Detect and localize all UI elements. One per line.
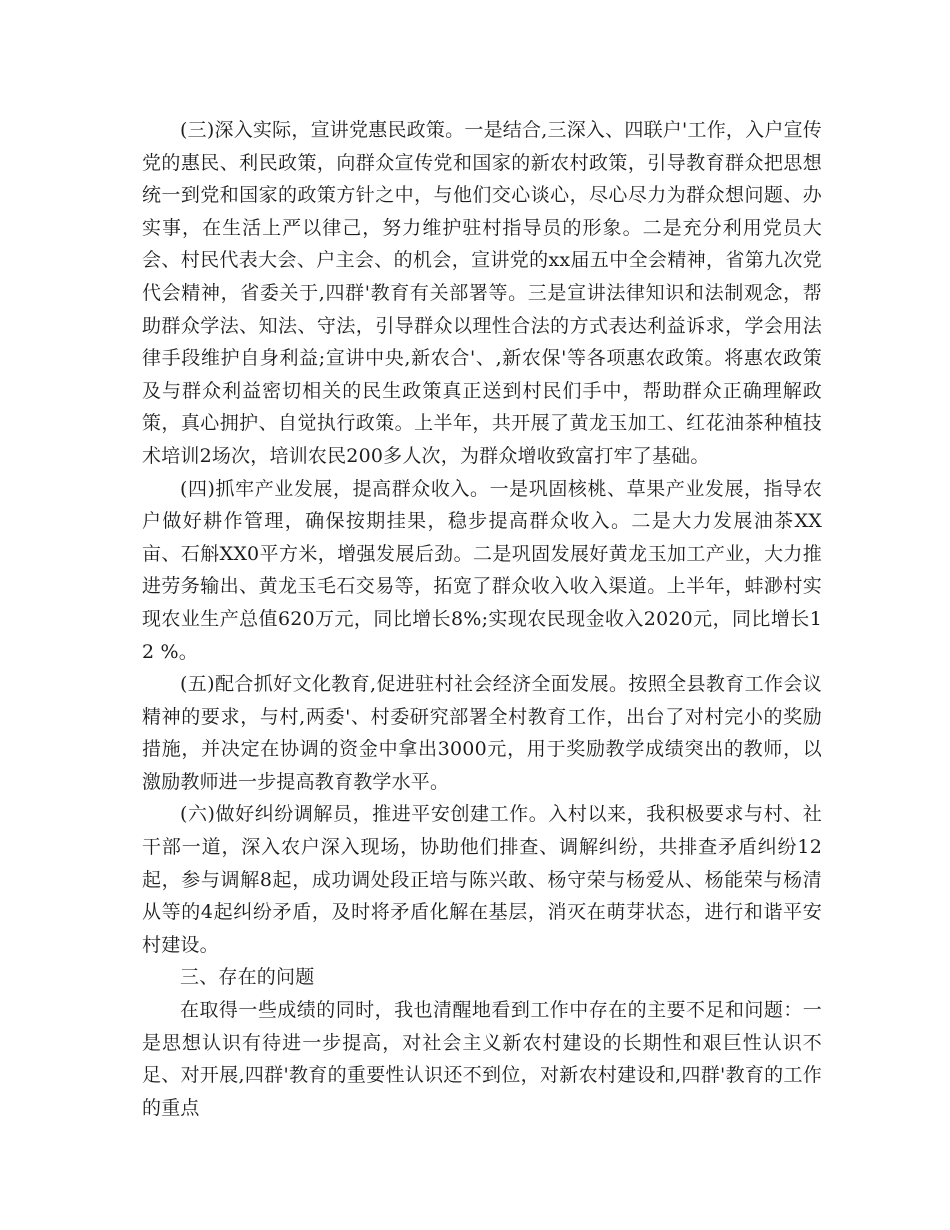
paragraph-section-three: (三)深入实际，宣讲党惠民政策。一是结合,三深入、四联户'工作，入户宣传党的惠民、利民政策，向群众宣传党和国家的新农村政策，引导教育群众把思想统一到党和国家的政策方针之中，与他们交心谈心，尽心尽力为群众想问题、办实事，在生活上严以律己，努力维护驻村指导员的形象。二是充分利用党员大会、村民代表大会、户主会、的机会，宣讲党的xx届五中全会精神，省第九次党代会精神，省委关于,四群'教育有关部署等。三是宣讲法律知识和法制观念，帮助群众学法、知法、守法，引导群众以理性合法的方式表达利益诉求，学会用法律手段维护自身利益;宣讲中央,新农合'、,新农保'等各项惠农政策。将惠农政策及与群众利益密切相关的民生政策真正送到村民们手中，帮助群众正确理解政策，真心拥护、自觉执行政策。上半年，共开展了黄龙玉加工、红花油茶种植技术培训2场次，培训农民200多人次，为群众增收致富打牢了基础。 — [142, 119, 822, 467]
paragraph-section-four: (四)抓牢产业发展，提高群众收入。一是巩固核桃、草果产业发展，指导农户做好耕作管理，确保按期挂果，稳步提高群众收入。二是大力发展油茶XX亩、石斛XX0平方米，增强发展后劲。二是巩固发展好黄龙玉加工产业，大力推进劳务输出、黄龙玉毛石交易等，拓宽了群众收入收入渠道。上半年，蚌渺村实现农业生产总值620万元，同比增长8%;实现农民现金收入2020元，同比增长12 %。 — [142, 477, 822, 663]
paragraph-section-six: (六)做好纠纷调解员，推进平安创建工作。入村以来，我积极要求与村、社干部一道，深入农户深入现场，协助他们排查、调解纠纷，共排查矛盾纠纷12起，参与调解8起，成功调处段正培与陈兴敢、杨守荣与杨爱从、杨能荣与杨清从等的4起纠纷矛盾，及时将矛盾化解在基层，消灭在萌芽状态，进行和谐平安村建设。 — [142, 803, 822, 956]
paragraph-section-five: (五)配合抓好文化教育,促进驻村社会经济全面发展。按照全县教育工作会议精神的要求，与村,两委'、村委研究部署全村教育工作，出台了对村完小的奖励措施，并决定在协调的资金中拿出3000元，用于奖励教学成绩突出的教师，以激励教师进一步提高教育教学水平。 — [142, 673, 822, 793]
document-body — [142, 114, 822, 1124]
paragraph-problems: 在取得一些成绩的同时，我也清醒地看到工作中存在的主要不足和问题：一是思想认识有待进一步提高，对社会主义新农村建设的长期性和艰巨性认识不足、对开展,四群'教育的重要性认识还不到位，对新农村建设和,四群'教育的工作的重点 — [142, 999, 822, 1119]
section-heading-problems: 三、存在的问题 — [180, 966, 315, 989]
